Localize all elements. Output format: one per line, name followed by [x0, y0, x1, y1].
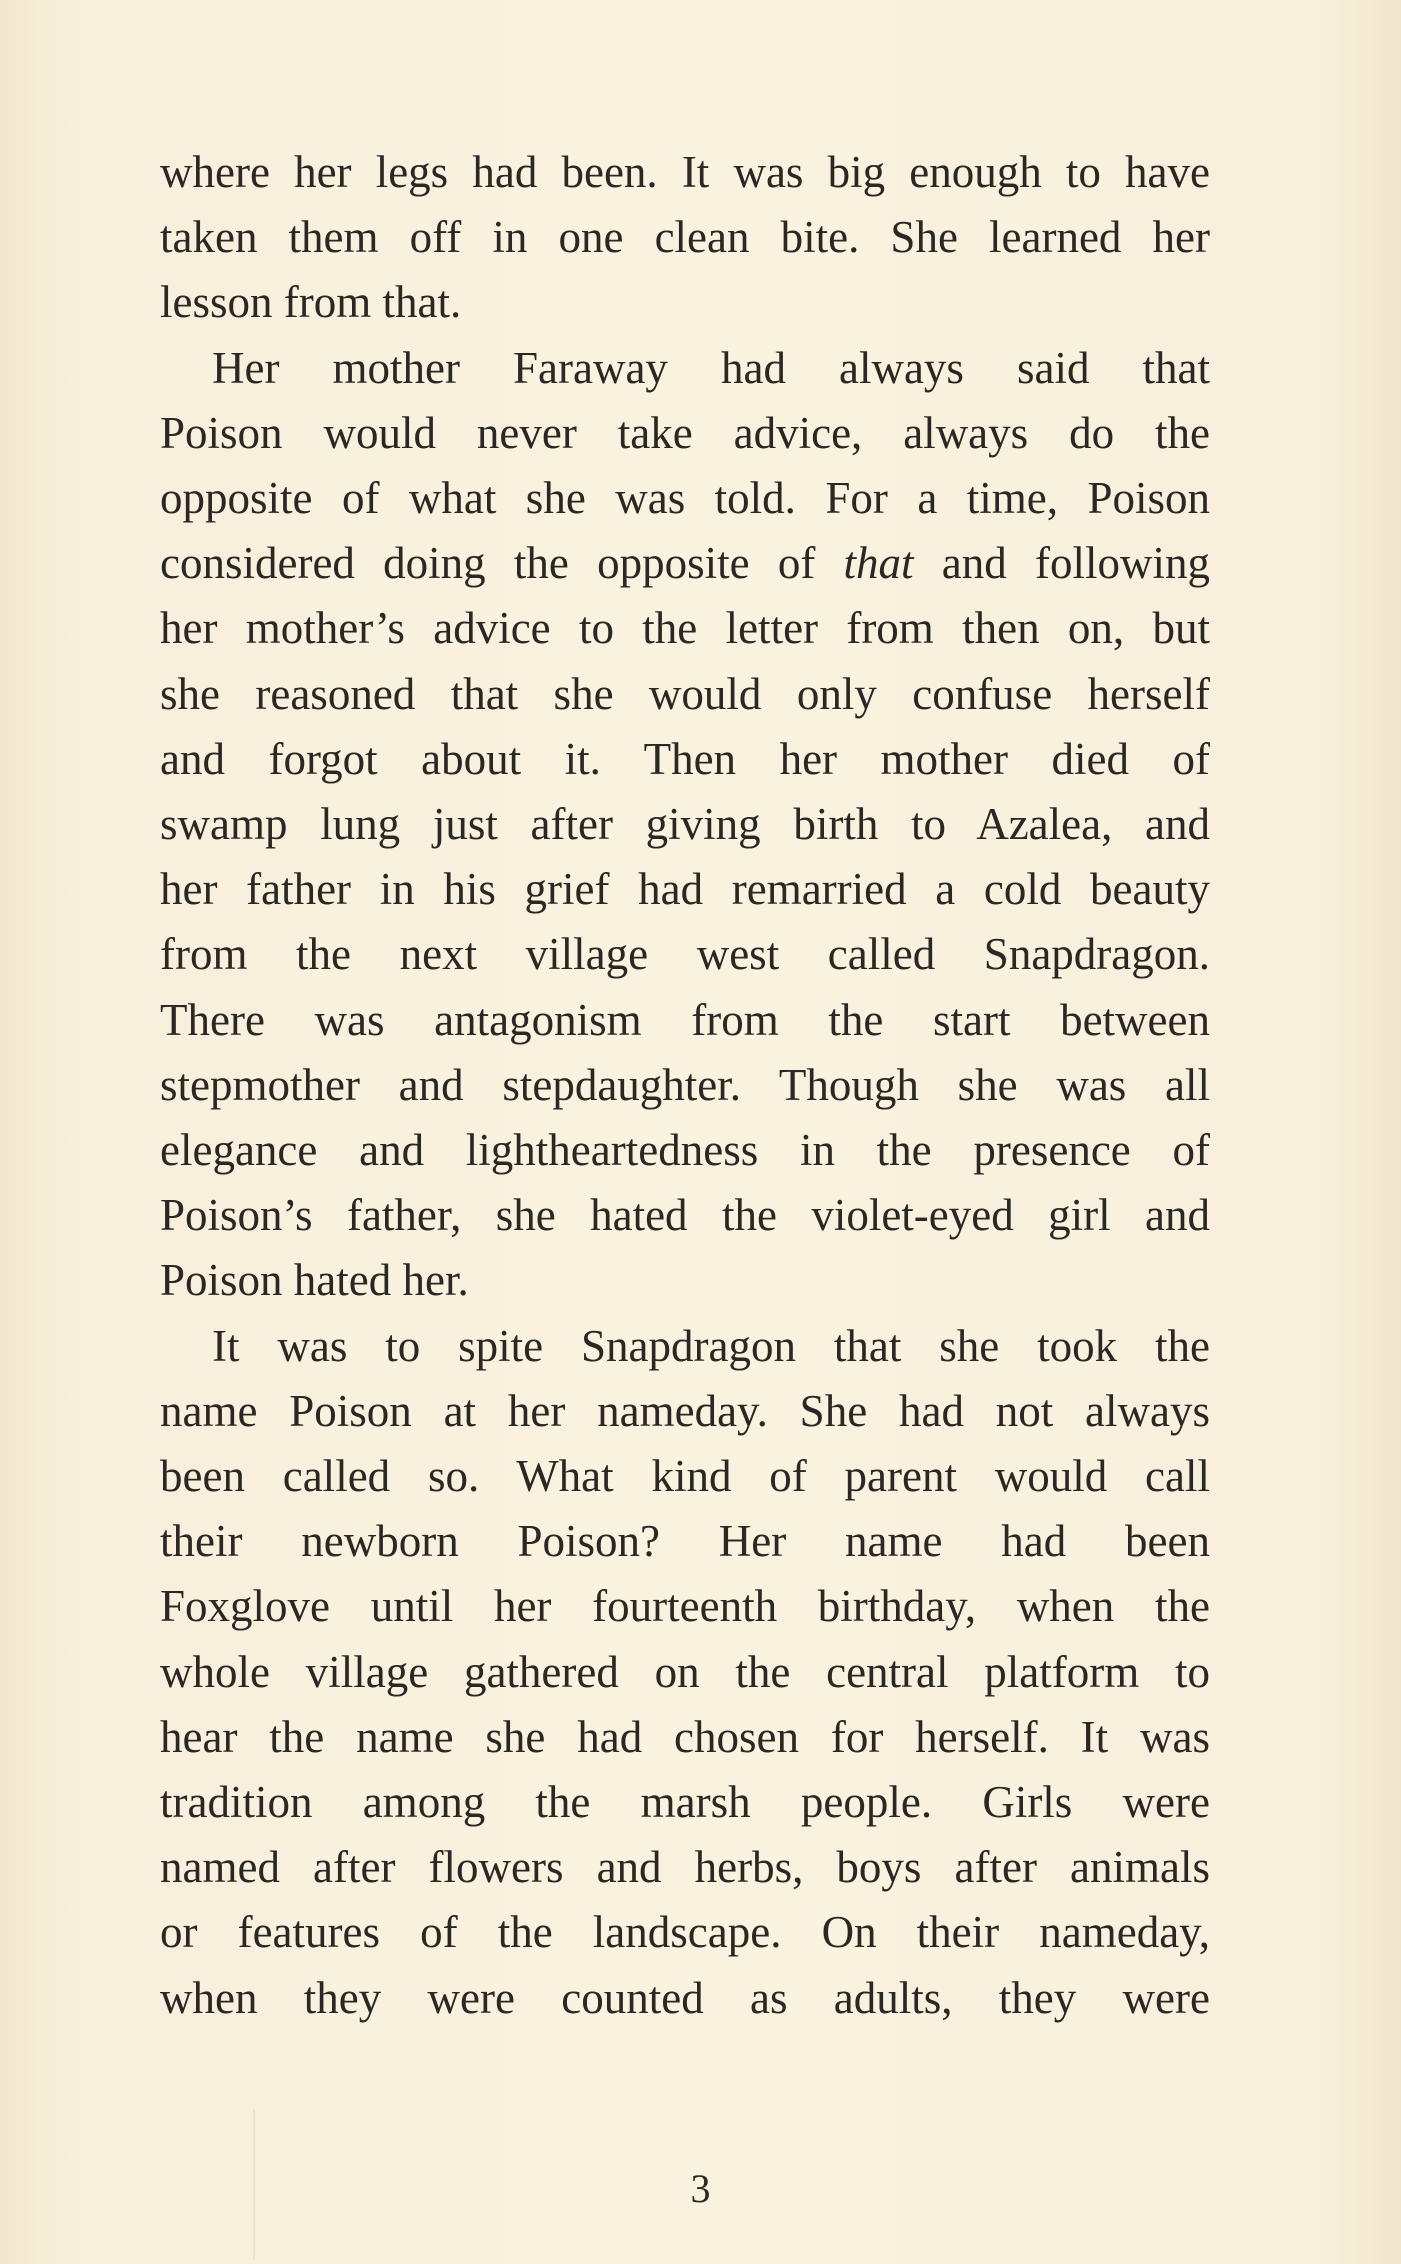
text-line: opposite of what she was told. For a time, Poison [160, 473, 1210, 524]
text-run: and following [913, 538, 1210, 589]
text-line: name Poison at her nameday. She had not always [160, 1385, 1210, 1436]
text-line: from the next village west called Snapdragon. [160, 929, 1210, 980]
text-line: hear the name she had chosen for herself. It was [160, 1711, 1210, 1762]
text-line: Poison would never take advice, always do the [160, 407, 1210, 458]
text-line: her mother’s advice to the letter from then on, but [160, 603, 1210, 654]
text-line: where her legs had been. It was big enough to have [160, 147, 1210, 197]
text-line: her father in his grief had remarried a cold beauty [160, 864, 1210, 915]
text-line: Poison hated her. [160, 1255, 469, 1306]
text-line: their newborn Poison? Her name had been [160, 1516, 1210, 1567]
text-line: and forgot about it. Then her mother died of [160, 733, 1210, 784]
text-line: she reasoned that she would only confuse herself [160, 668, 1210, 719]
page-number: 3 [690, 2166, 711, 2211]
text-line: or features of the landscape. On their nameday, [160, 1907, 1210, 1958]
text-line: when they were counted as adults, they were [160, 1972, 1210, 2023]
text-line: whole village gathered on the central platform to [160, 1646, 1210, 1697]
text-line [160, 531, 1210, 596]
body-text [160, 140, 1210, 2031]
text-line: Poison’s father, she hated the violet-eyed girl and [160, 1190, 1210, 1241]
emphasized-word: that [843, 538, 914, 589]
text-line: tradition among the marsh people. Girls were [160, 1777, 1210, 1828]
text-line: elegance and lightheartedness in the presence of [160, 1125, 1210, 1176]
text-line: taken them off in one clean bite. She learned her [160, 212, 1210, 263]
text-line: There was antagonism from the start between [160, 994, 1210, 1045]
text-run: considered doing the opposite of [160, 538, 844, 589]
text-line: swamp lung just after giving birth to Azalea, and [160, 799, 1210, 850]
text-line: stepmother and stepdaughter. Though she was all [160, 1059, 1210, 1110]
text-line: been called so. What kind of parent would call [160, 1451, 1210, 1502]
text-line: It was to spite Snapdragon that she took the [212, 1320, 1210, 1371]
text-line: Her mother Faraway had always said that [212, 342, 1210, 393]
text-line: named after flowers and herbs, boys after animals [160, 1842, 1210, 1893]
text-line: Foxglove until her fourteenth birthday, when the [160, 1581, 1210, 1632]
text-line: lesson from that. [160, 277, 462, 328]
